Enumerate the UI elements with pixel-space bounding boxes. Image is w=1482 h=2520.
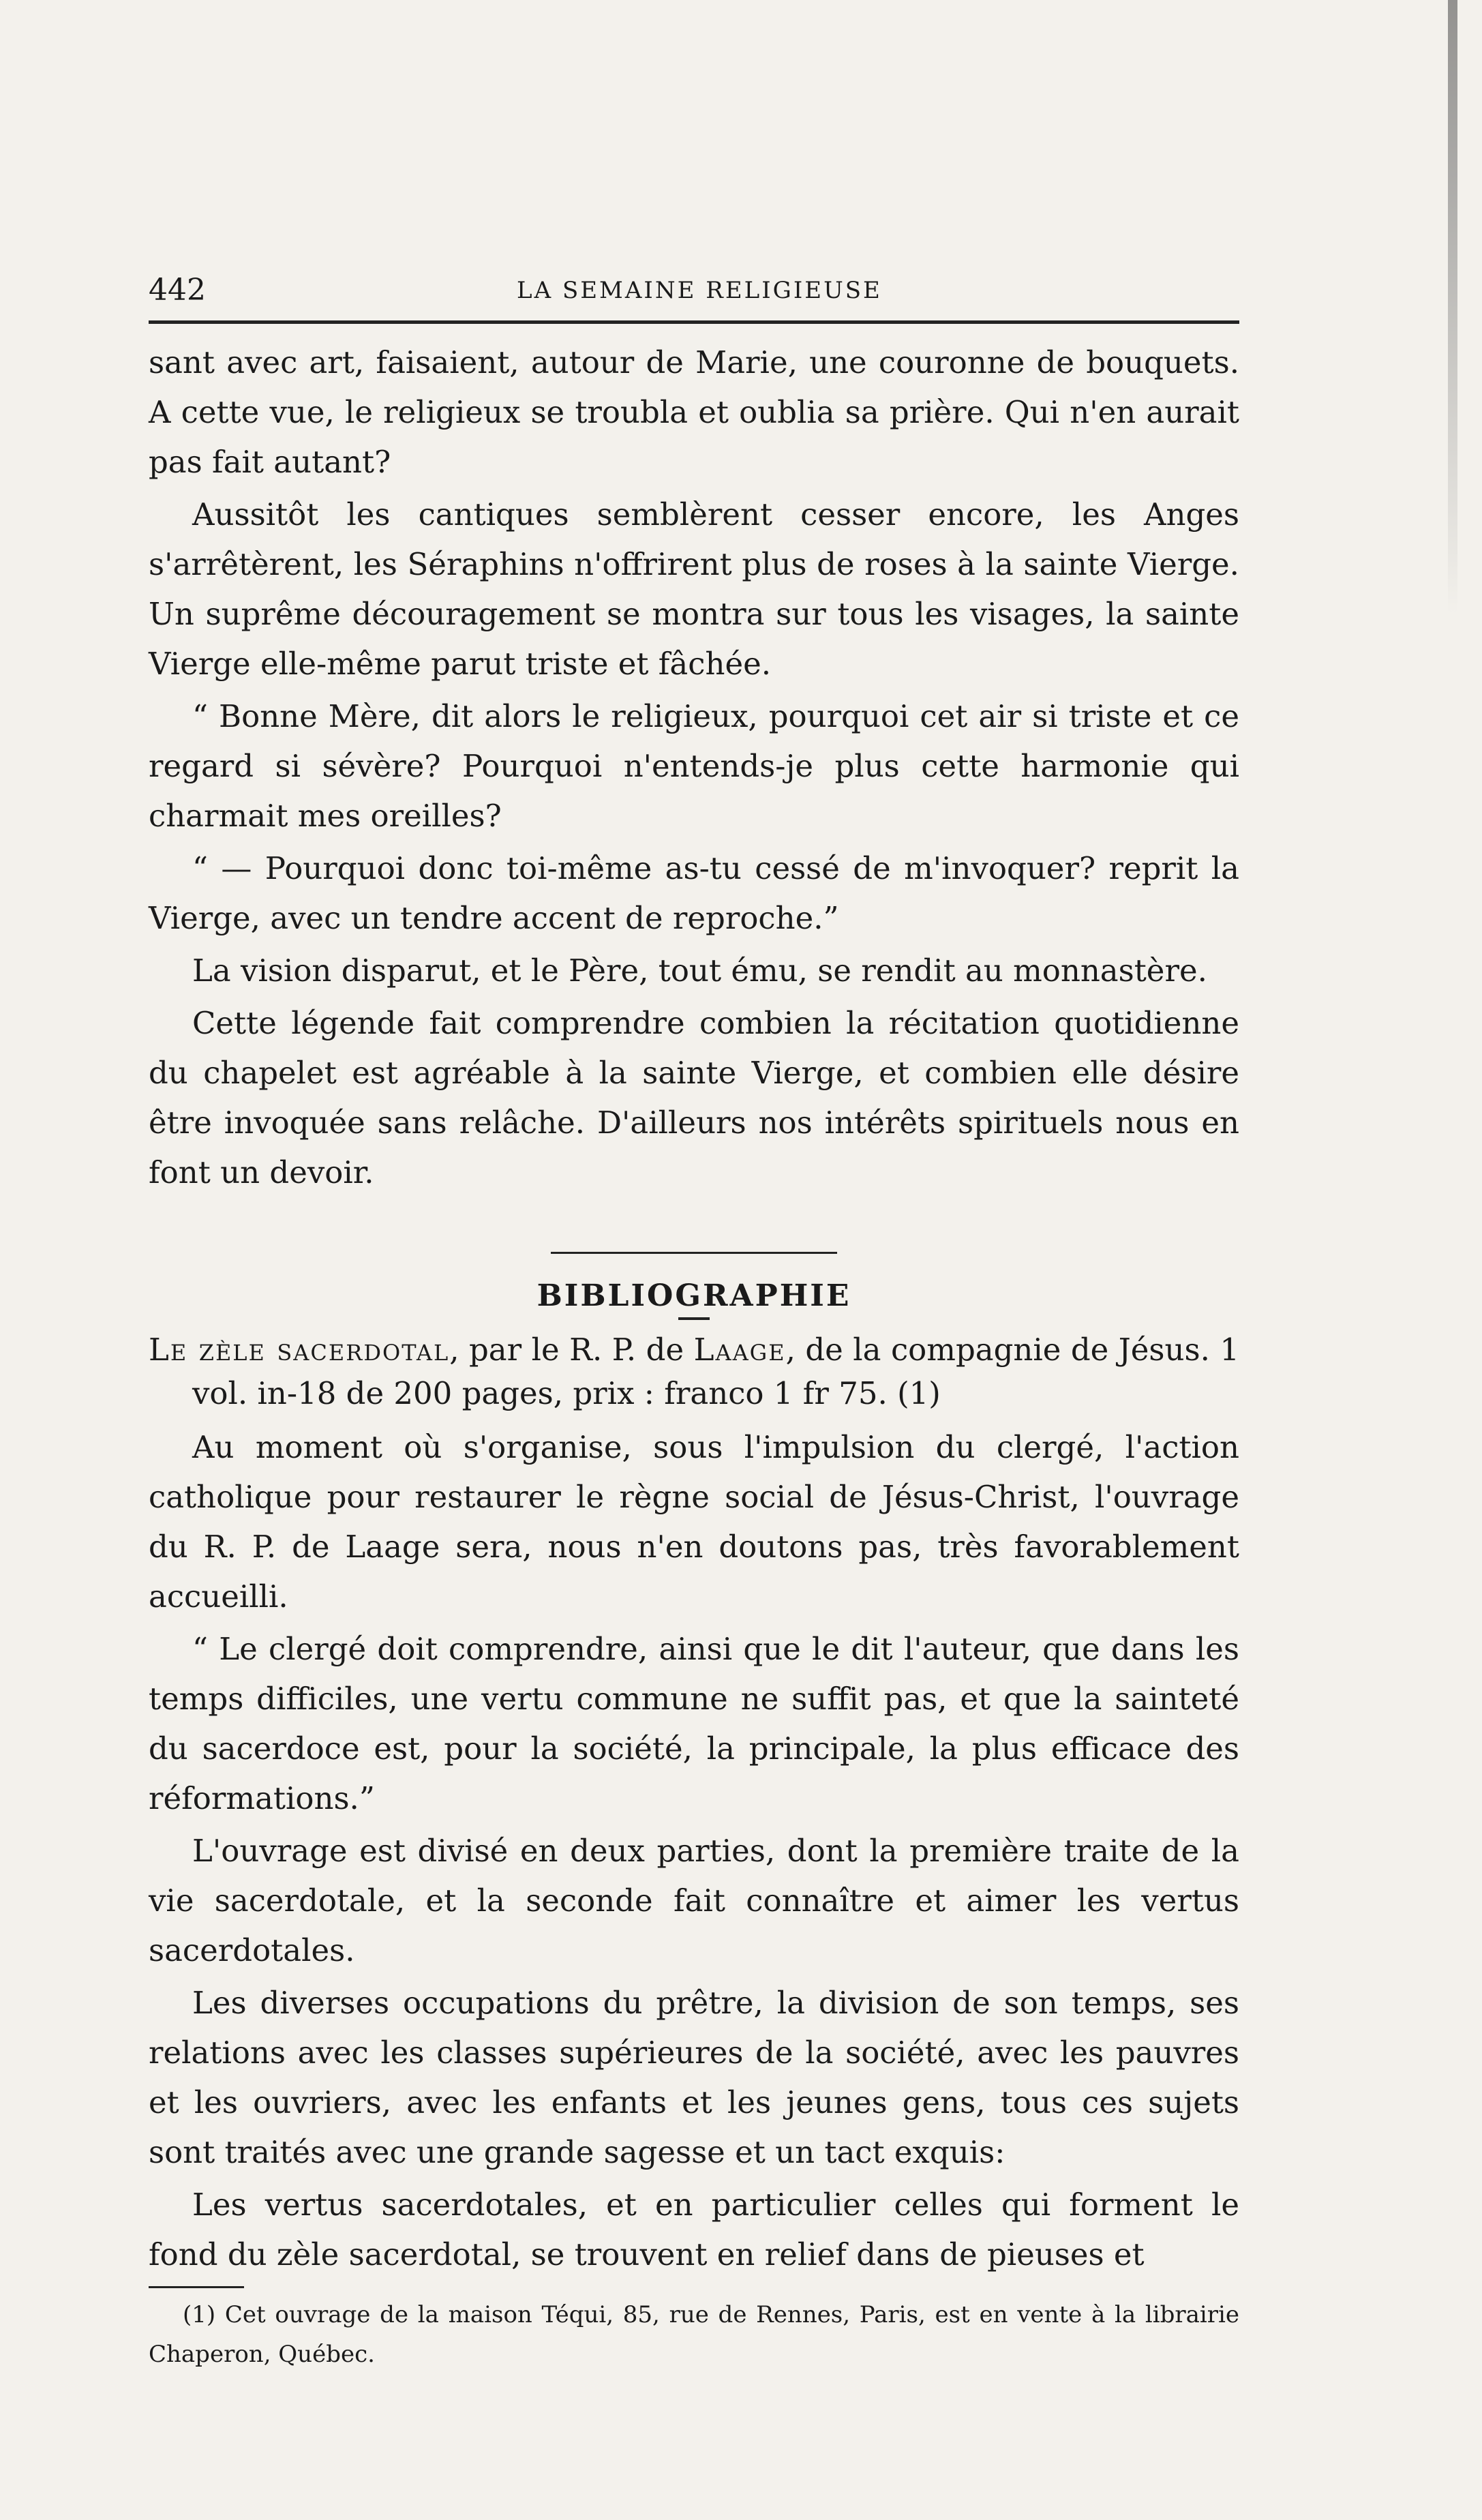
scan-edge-mark [1448,0,1457,614]
paragraph: Les vertus sacerdotales, et en particulier celles qui forment le fond du zèle sacerdotal, se trouvent en relief dans de pieuses et [149,2187,1239,2272]
paragraph: “ Le clergé doit comprendre, ainsi que le dit l'auteur, que dans les temps difficiles, une vertu commune ne suffit pas, et que la sainteté du sacerdoce est, pour la société, la principale, la plus efficace des réformations.” [149,1631,1239,1816]
header-rule [149,320,1239,324]
paragraph: Au moment où s'organise, sous l'impulsion du clergé, l'action catholique pour restaurer le règne social de Jésus-Christ, l'ouvrage du R. P. de Laage sera, nous n'en doutons pas, très favorablement accueilli. [149,1429,1239,1615]
document-page [149,273,1239,2374]
paragraph: sant avec art, faisaient, autour de Marie, une couronne de bouquets. A cette vue, le religieux se troubla et oublia sa prière. Qui n'en aurait pas fait autant? [149,344,1239,480]
section-divider [551,1252,837,1254]
paragraph: “ — Pourquoi donc toi-même as-tu cessé de m'invoquer? reprit la Vierge, avec un tendre accent de reproche.” [149,850,1239,936]
paragraph: Aussitôt les cantiques semblèrent cesser encore, les Anges s'arrêtèrent, les Séraphins n'offrirent plus de roses à la sainte Vierge. Un suprême découragement se montra sur tous les visages, la sainte Vierge elle-même parut triste et fâchée. [149,496,1239,682]
paragraph: L'ouvrage est divisé en deux parties, dont la première traite de la vie sacerdotale, et la seconde fait connaître et aimer les vertus sacerdotales. [149,1833,1239,1968]
paragraph: Cette légende fait comprendre combien la récitation quotidienne du chapelet est agréable à la sainte Vierge, et combien elle désire être invoquée sans relâche. D'ailleurs nos intérêts spirituels nous en font un devoir. [149,1005,1239,1190]
paragraph: La vision disparut, et le Père, tout ému, se rendit au monnastère. [192,952,1207,989]
bibliography-entry [149,1328,1239,1415]
title-underline [678,1317,710,1320]
footnote: (1) Cet ouvrage de la maison Téqui, 85, rue de Rennes, Paris, est en vente à la librairie Chaperon, Québec. [149,2301,1239,2368]
entry-text: , par le [449,1332,570,1368]
section-title: BIBLIOGRAPHIE [536,1278,851,1313]
page-number: 442 [149,273,206,308]
running-title: LA SEMAINE RELIGIEUSE [517,277,882,304]
running-head [149,273,1239,320]
paragraph: Les diverses occupations du prêtre, la division de son temps, ses relations avec les classes supérieures de la société, avec les pauvres et les ouvriers, avec les enfants et les jeunes gens, tous ces sujets sont traités avec une grande sagesse et un tact exquis: [149,1985,1239,2170]
entry-details: , de la compagnie de Jésus. 1 vol. in-18 de 200 pages, prix : franco 1 fr 75. (1) [192,1332,1239,1411]
paragraph: “ Bonne Mère, dit alors le religieux, pourquoi cet air si triste et ce regard si sévère? Pourquoi n'entends-je plus cette harmonie qui charmait mes oreilles? [149,698,1239,834]
author-name: Laage [693,1332,786,1368]
footnote-rule [149,2286,244,2288]
book-title: Le zèle sacerdotal [149,1332,450,1368]
author-prefix: R. P. de [569,1332,694,1368]
